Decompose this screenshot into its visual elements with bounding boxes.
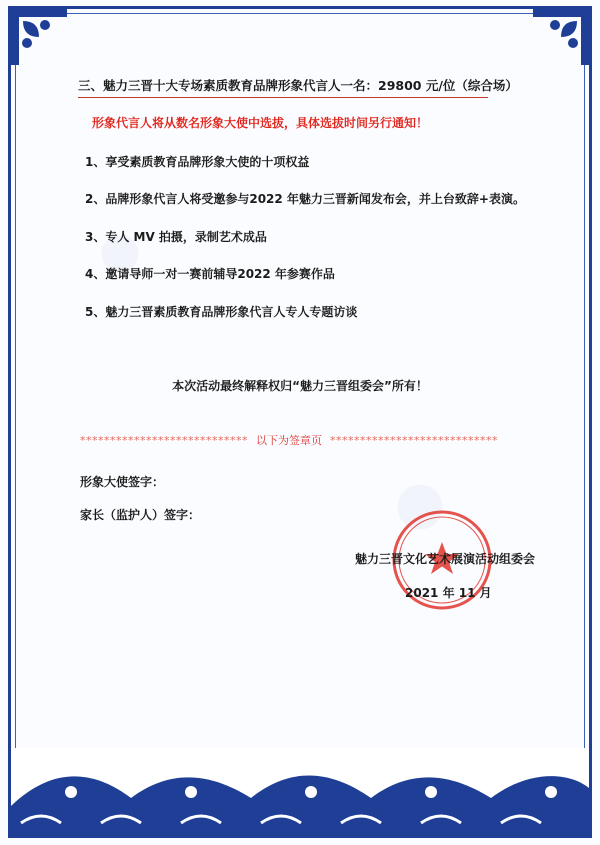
guardian-signature-label: 家长（监护人）签字：: [80, 508, 201, 522]
benefit-item-2: 2、品牌形象代言人将受邀参与2022 年魅力三晋新闻发布会，并上台致辞+表演。: [85, 192, 525, 206]
final-statement: 本次活动最终解释权归“魅力三晋组委会”所有！: [172, 379, 428, 393]
selection-notice: 形象代言人将从数名形象大使中选拔，具体选拔时间另行通知！: [92, 116, 429, 130]
corner-ornament: [9, 7, 69, 67]
divider-stars-right: ****************************: [330, 434, 498, 447]
section-heading: 三、魅力三晋十大专场素质教育品牌形象代言人一名：29800 元/位（综合场）: [78, 76, 488, 98]
bottom-decorative-band: [11, 748, 589, 835]
benefit-item-5: 5、魅力三晋素质教育品牌形象代言人专人专题访谈: [85, 305, 358, 319]
ambassador-signature-label: 形象大使签字：: [80, 475, 165, 489]
signature-page-divider: [80, 432, 530, 448]
benefit-item-4: 4、邀请导师一对一赛前辅导2022 年参赛作品: [85, 267, 335, 281]
divider-stars-left: ****************************: [80, 434, 248, 447]
divider-label: 以下为签章页: [256, 434, 322, 447]
organizer-name: 魅力三晋文化艺术展演活动组委会: [355, 552, 536, 566]
benefit-item-3: 3、专人 MV 拍摄，录制艺术成品: [85, 230, 267, 244]
benefit-item-1: 1、享受素质教育品牌形象大使的十项权益: [85, 155, 310, 169]
issue-date: 2021 年 11 月: [405, 586, 492, 600]
inner-border: [15, 13, 585, 831]
corner-ornament: [531, 7, 591, 67]
